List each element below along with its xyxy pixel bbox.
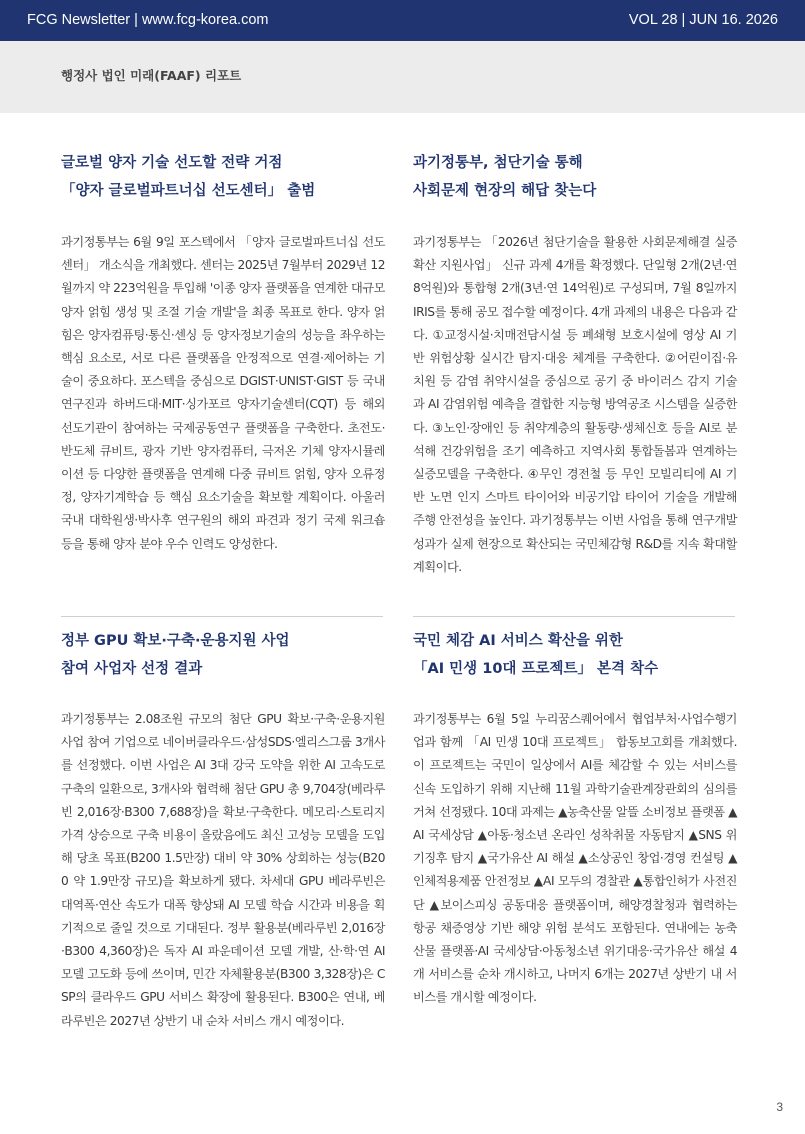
article-title-line1: 국민 체감 AI 서비스 확산을 위한: [413, 633, 623, 649]
article-title-line2: 사회문제 현장의 해답 찾는다: [413, 183, 597, 199]
article-quantum-center: [61, 149, 385, 556]
article-body: 과기정통부는 6월 9일 포스텍에서 「양자 글로벌파트너십 선도센터」 개소식을 개최했다. 센터는 2025년 7월부터 2029년 12월까지 약 223억원을 투입해 '이종 양자 플랫폼을 연계한 대규모 양자 얽힘 생성 및 조절 기술 개발'을 최종 목표로 한다. 양자 얽힘은 양자컴퓨팅·통신·센싱 등 양자정보기술의 성능을 좌우하는 핵심 요소로, 서로 다른 플랫폼을 안정적으로 연결·제어하는 기술이 중요하다. 포스텍을 중심으로 DGIST·UNIST·GIST 등 국내 연구진과 하버드대·MIT·싱가포르 양자기술센터(CQT) 등 해외 선도기관이 참여하는 국제공동연구 플랫폼을 구축한다. 초전도·반도체 큐비트, 광자 기반 양자컴퓨터, 극저온 기체 양자시뮬레이션 등 다양한 플랫폼을 연계해 다중 큐비트 얽힘, 양자 오류정정, 양자기계학습 등 핵심 요소기술을 확보할 계획이다. 아울러 국내 대학원생·박사후 연구원의 해외 파견과 정기 국제 워크숍 등을 통해 양자 분야 우수 인력도 양성한다.: [61, 235, 385, 551]
article-title-line2: 참여 사업자 선정 결과: [61, 661, 203, 677]
newsletter-header-bar: [0, 0, 805, 41]
page-number: 3: [776, 1100, 783, 1114]
article-title-line1: 과기정통부, 첨단기술 통해: [413, 155, 583, 171]
article-title-line1: 정부 GPU 확보·구축·운용지원 사업: [61, 633, 290, 649]
article-gpu: [61, 627, 385, 1033]
article-body: 과기정통부는 2.08조원 규모의 첨단 GPU 확보·구축·운용지원 사업 참여 기업으로 네이버클라우드·삼성SDS·엘리스그룹 3개사를 선정했다. 이번 사업은 AI 3대 강국 도약을 위한 AI 고속도로 구축의 일환으로, 3개사와 협력해 첨단 GPU 총 9,704장(베라루빈 2,016장·B300 7,688장)을 확보·구축한다. 메모리·스토리지 가격 상승으로 구축 비용이 올랐음에도 최신 고성능 모델을 도입해 당초 목표(B200 1.5만장) 대비 약 30% 상회하는 성능(B200 약 1.9만장 규모)을 확보하게 됐다. 차세대 GPU 베라루빈은 대역폭·연산 속도가 대폭 향상돼 AI 모델 학습 시간과 비용을 획기적으로 줄일 것으로 기대된다. 정부 활용분(베라루빈 2,016장·B300 4,360장)은 독자 AI 파운데이션 모델 개발, 산·학·연 AI 모델 고도화 등에 쓰이며, 민간 자체활용분(B300 3,328장)은 CSP의 클라우드 GPU 서비스 확장에 활용된다. B300은 연내, 베라루빈은 2027년 상반기 내 순차 서비스 개시 예정이다.: [61, 712, 385, 1028]
article-title-line1: 글로벌 양자 기술 선도할 전략 거점: [61, 155, 283, 171]
report-subheader: [0, 41, 805, 113]
article-body: 과기정통부는 「2026년 첨단기술을 활용한 사회문제해결 실증확산 지원사업」 신규 과제 4개를 확정했다. 단일형 2개(2년·연 8억원)와 통합형 2개(3년·연 14억원)로 구성되며, 7월 8일까지 IRIS를 통해 공모 접수할 예정이다. 4개 과제의 내용은 다음과 같다. ①교정시설·치매전담시설 등 폐쇄형 보호시설에 영상 AI 기반 위험상황 실시간 탐지·대응 체계를 구축한다. ②어린이집·유치원 등 감염 취약시설을 중심으로 공기 중 바이러스 감지 기술과 AI 감염위험 예측을 결합한 지능형 방역공조 시스템을 실증한다. ③노인·장애인 등 취약계층의 활동량·생체신호 등을 AI로 분석해 건강위험을 조기 예측하고 지역사회 통합돌봄과 연계하는 실증모델을 구축한다. ④무인 경전철 등 무인 모빌리티에 AI 기반 노면 인지 스마트 타이어와 비공기압 타이어 기술을 개발해 주행 안전성을 높인다. 과기정통부는 이번 사업을 통해 연구개발 성과가 실제 현장으로 확산되는 국민체감형 R&D를 지속 확대할 계획이다.: [413, 235, 737, 574]
issue-info: VOL 28 | JUN 16. 2026: [628, 12, 778, 28]
article-title-line2: 「AI 민생 10대 프로젝트」 본격 착수: [413, 661, 659, 677]
column-divider-left: [61, 616, 383, 617]
article-body: 과기정통부는 6월 5일 누리꿈스퀘어에서 협업부처·사업수행기업과 함께 「AI 민생 10대 프로젝트」 합동보고회를 개최했다. 이 프로젝트는 국민이 일상에서 AI를 체감할 수 있는 서비스를 신속 도입하기 위해 지난해 11월 과학기술관계장관회의 심의를 거쳐 선정됐다. 10대 과제는 ▲농축산물 알뜰 소비정보 플랫폼 ▲AI 국세상담 ▲아동·청소년 온라인 성착취물 자동탐지 ▲SNS 위기징후 탐지 ▲국가유산 AI 해설 ▲소상공인 창업·경영 컨설팅 ▲인체적용제품 안전정보 ▲AI 모두의 경찰관 ▲통합인허가 사전진단 ▲보이스피싱 공동대응 플랫폼이며, 해양경찰청과 협력하는 항공 채증영상 기반 해양 위험 분석도 포함된다. 연내에는 농축산물 플랫폼·AI 국세상담·아동청소년 위기대응·국가유산 해설 4개 서비스를 순차 개시하고, 나머지 6개는 2027년 상반기 내 서비스를 개시할 예정이다.: [413, 712, 737, 1005]
report-title: 행정사 법인 미래(FAAF) 리포트: [61, 68, 242, 83]
newsletter-site: FCG Newsletter | www.fcg-korea.com: [27, 12, 269, 28]
article-ai-10-projects: [413, 627, 737, 1010]
article-title-line2: 「양자 글로벌파트너십 선도센터」 출범: [61, 183, 316, 199]
column-divider-right: [413, 616, 735, 617]
article-social-problem: [413, 149, 737, 579]
